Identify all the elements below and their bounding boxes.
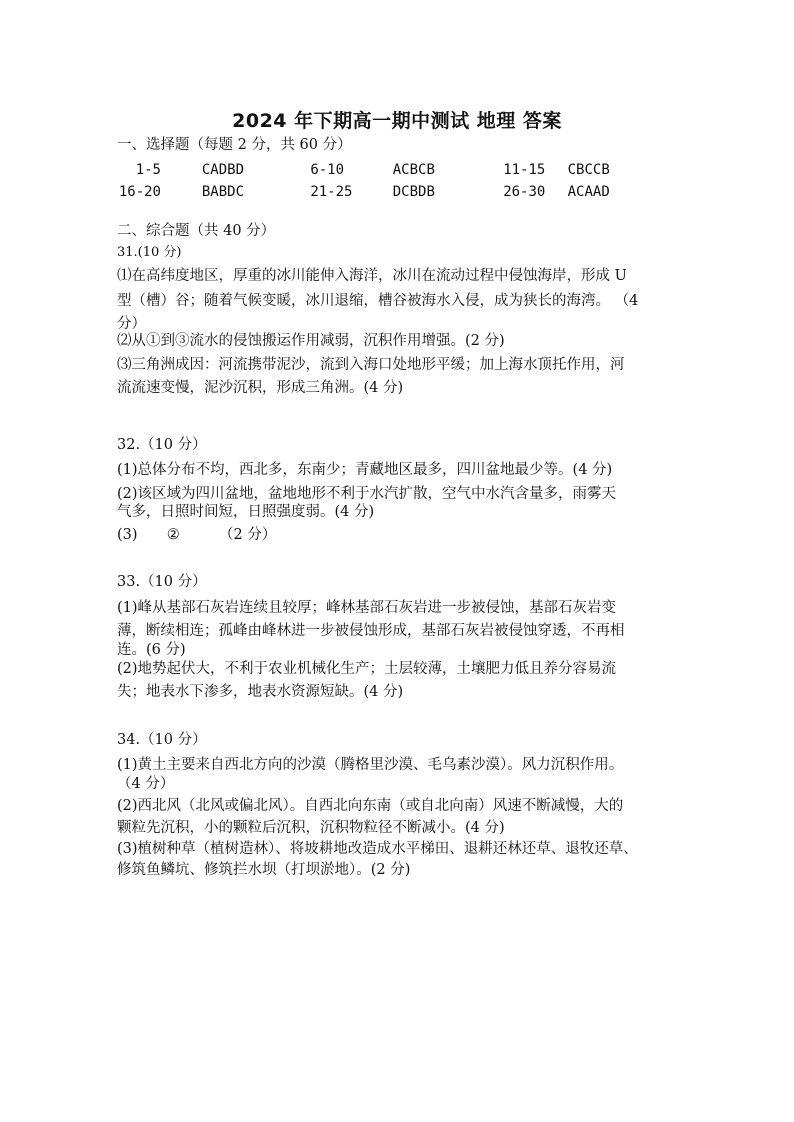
answer-letters: CBCCB [567,162,610,178]
q34-label: 34.（10 分） [117,732,207,748]
q31-part1-line3: 分） [117,316,146,332]
q33-part1-line3: 连。(6 分) [117,642,186,658]
q34-part2-line1: (2)西北风（北风或偏北风）。自西北向东南（或自北向南）风速不断减慢，大的 [117,798,624,814]
q32-part2-line1: (2)该区域为四川盆地，盆地地形不利于水汽扩散，空气中水汽含量多，雨雾天 [117,486,617,502]
q32-part2-line2: 气多，日照时间短，日照强度弱。(4 分) [117,504,375,520]
q32-part3 [117,523,687,547]
answer-range: 11-15 [503,162,546,178]
q32-part3-number: (3) [117,527,138,543]
section2-heading: 二、综合题（共 40 分） [117,223,276,239]
q32-part3-answer: ② [166,527,180,543]
q34-part1-line1: (1)黄土主要来自西北方向的沙漠（腾格里沙漠、毛乌素沙漠）。风力沉积作用。 [117,757,624,773]
q31-part3-line2: 流流速变慢，泥沙沉积，形成三角洲。(4 分) [117,380,404,396]
q34-part1-line2: （4 分） [117,776,175,792]
answer-range: 1-5 [135,162,161,178]
q33-label: 33.（10 分） [117,574,207,590]
answer-row-1 [117,159,628,181]
q31-label: 31.(10 分) [117,245,182,260]
q31-part1-line1: ⑴在高纬度地区，厚重的冰川能伸入海洋，冰川在流动过程中侵蚀海岸，形成 U [117,268,627,284]
q32-part3-score: （2 分） [218,527,277,543]
q34-part3-line1: (3)植树种草（植树造林）、将坡耕地改造成水平梯田、退耕还林还草、退牧还草、 [117,841,638,857]
q34-part2-line2: 颗粒先沉积，小的颗粒后沉积，沉积物粒径不断减小。(4 分) [117,820,505,836]
q34-part3-line2: 修筑鱼鳞坑、修筑拦水坝（打坝淤地）。(2 分) [117,862,411,878]
q32-part1: (1)总体分布不均，西北多，东南少；青藏地区最多，四川盆地最少等。(4 分) [117,462,613,478]
q33-part2-line2: 失；地表水下渗多，地表水资源短缺。(4 分) [117,684,404,700]
section1-heading: 一、选择题（每题 2 分，共 60 分） [117,137,352,153]
answer-letters: BABDC [201,184,245,200]
q31-part2: ⑵从①到③流水的侵蚀搬运作用减弱，沉积作用增强。(2 分) [117,333,505,349]
answer-range: 6-10 [310,162,345,178]
q33-part2-line1: (2)地势起伏大，不利于农业机械化生产；土层较薄，土壤肥力低且养分容易流 [117,661,617,677]
q32-label: 32.（10 分） [117,437,207,453]
answer-letters: CADBD [201,162,245,178]
answer-row-2 [117,181,628,203]
q31-part3-line1: ⑶三角洲成因：河流携带泥沙，流到入海口处地形平缓；加上海水顶托作用，河 [117,357,625,373]
answer-letters: ACAAD [567,184,610,200]
answer-range: 21-25 [310,184,353,200]
q33-part1-line1: (1)峰从基部石灰岩连续且较厚；峰林基部石灰岩进一步被侵蚀，基部石灰岩变 [117,600,617,616]
answer-letters: DCBDB [392,184,435,200]
answer-letters: ACBCB [392,162,435,178]
q33-part1-line2: 薄，断续相连；孤峰由峰林进一步被侵蚀形成，基部石灰岩被侵蚀穿透，不再相 [117,623,625,639]
page-title: 2024 年下期高一期中测试 地理 答案 [232,110,562,132]
answer-range: 26-30 [503,184,546,200]
answer-range: 16-20 [118,184,161,200]
q31-part1-line2: 型（槽）谷；随着气候变暖，冰川退缩，槽谷被海水入侵，成为狭长的海湾。 （4 [117,293,639,309]
